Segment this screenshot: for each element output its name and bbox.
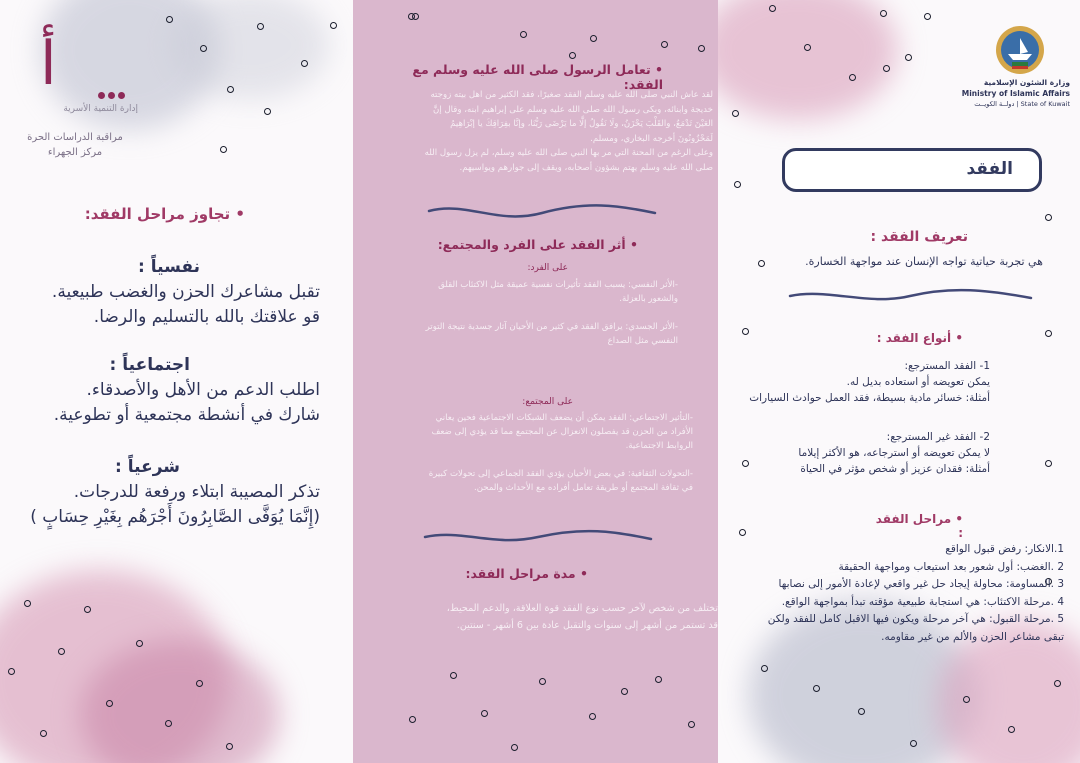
wave-divider [788, 286, 1033, 308]
decor-dot [1045, 330, 1052, 337]
decor-dot [880, 10, 887, 17]
decor-dot [301, 60, 308, 67]
ministry-name-ar: وزارة الشئون الإسلامية [983, 78, 1070, 87]
decor-dot [769, 5, 776, 12]
individual-paragraph [363, 278, 678, 348]
decor-dot [813, 685, 820, 692]
society-line: -التأثير الاجتماعي: الفقد يمكن أن يضعف الشبكات الاجتماعية فحين يعاني [435, 413, 693, 423]
society-label: على المجتمع: [522, 397, 573, 407]
org-line: مركز الجهراء [47, 147, 103, 158]
decor-dot [905, 54, 912, 61]
type1-line: أمثلة: خسائر مادية بسيطة، فقد العمل حوادث السيارات [749, 392, 990, 404]
individual-line: والشعور بالعزلة. [619, 294, 678, 304]
social-heading: اجتماعياً : [109, 355, 190, 375]
society-line: الروابط الاجتماعية. [625, 441, 693, 451]
decor-dot [84, 606, 91, 613]
stage-line: تبقى مشاعر الحزن والألم من غير مقاومه. [881, 630, 1064, 643]
org-logo [38, 29, 148, 134]
decor-dot [8, 668, 15, 675]
decor-dot [40, 730, 47, 737]
logo-caption: إدارة التنمية الأسرية [63, 104, 138, 114]
decor-dot [924, 13, 931, 20]
logo-glyph: أ [40, 29, 57, 99]
type2-heading: 2- الفقد غير المسترجع: [886, 431, 990, 443]
decor-dot [621, 688, 628, 695]
decor-dot [409, 716, 416, 723]
decor-dot [330, 22, 337, 29]
decor-dot [590, 35, 597, 42]
sharia-heading: شرعياً : [115, 457, 180, 477]
stages-heading: • مراحل الفقد : [875, 512, 963, 540]
psych-heading: نفسياً : [138, 257, 200, 277]
society-line: -التحولات الثقافية: في بعض الأحيان يؤدي الفقد الجماعي إلى تحولات كبيرة [428, 469, 693, 479]
social-line: شارك في أنشطة مجتمعية أو تطوعية. [53, 405, 320, 425]
decor-dot [655, 676, 662, 683]
decor-dot [520, 31, 527, 38]
decor-dot [963, 696, 970, 703]
decor-dot [165, 720, 172, 727]
duration-line: قد تستمر من أشهر إلى سنوات والتقبل عادة بين 6 أشهر - سنتين. [456, 620, 718, 631]
state-label: State of Kuwait | دولــة الكويــت [974, 100, 1070, 108]
decor-dot [698, 45, 705, 52]
page-title: الفقد [966, 159, 1013, 179]
title-box [782, 148, 1042, 192]
individual-line: النفسي مثل الصداع [607, 336, 678, 346]
wave-divider [427, 203, 657, 225]
types-heading: • أنواع الفقد : [876, 331, 963, 345]
decor-dot [511, 744, 518, 751]
decor-dot [849, 74, 856, 81]
decor-dot [1054, 680, 1061, 687]
decor-dot [481, 710, 488, 717]
individual-line [363, 306, 678, 320]
ministry-emblem [994, 24, 1046, 76]
decor-dot [227, 86, 234, 93]
psych-section [20, 255, 320, 330]
prophet-heading: • تعامل الرسول صلى الله عليه وسلم مع الفقد: [412, 62, 663, 92]
sharia-line: تذكر المصيبة ابتلاء ورفعة للدرجات. [73, 482, 320, 502]
social-line: اطلب الدعم من الأهل والأصدقاء. [86, 380, 320, 400]
emblem-icon [994, 24, 1046, 76]
definition-text: هي تجربة حياتية تواجه الإنسان عند مواجهة الخسارة. [805, 255, 1043, 268]
wave-divider [423, 527, 653, 549]
decor-dot [226, 743, 233, 750]
decor-dot [734, 181, 741, 188]
individual-line: -الأثر النفسي: يسبب الفقد تأثيرات نفسية عميقة مثل الاكتئاب القلق [438, 280, 678, 290]
decor-dot [450, 672, 457, 679]
society-line [363, 453, 693, 467]
decor-dot [257, 23, 264, 30]
definition-heading: تعريف الفقد : [870, 229, 968, 245]
decor-dot [264, 108, 271, 115]
prophet-line: وعلى الرغم من المحنة التي مر بها النبي صلى الله عليه وسلم، لم يزل رسول الله [424, 148, 713, 159]
decor-dot [804, 44, 811, 51]
watercolor-wash [718, 0, 898, 120]
decor-dot [569, 52, 576, 59]
decor-dot [688, 721, 695, 728]
org-line: مراقبة الدراسات الحرة [27, 132, 123, 143]
decor-dot [739, 529, 746, 536]
prophet-line: خديجة وابنائه، وبكى رسول الله صلى الله عليه وسلم على إبراهيم ابنه، وقال إنَّ [432, 104, 713, 115]
prophet-line: لقد عاش النبي صلى الله عليه وسلم الفقد صغيرًا، فقد الكثير من اهل بيته زوجته [430, 90, 713, 100]
duration-paragraph [363, 600, 718, 634]
sharia-section [20, 455, 320, 530]
type1-heading: 1- الفقد المسترجع: [904, 360, 990, 372]
stage-line: 1.الانكار: رفض قبول الواقع [945, 543, 1064, 555]
decor-dot [136, 640, 143, 647]
overcome-heading: • تجاوز مراحل الفقد: [84, 205, 245, 223]
decor-dot [200, 45, 207, 52]
social-section [20, 353, 320, 428]
decor-dot [106, 700, 113, 707]
psych-line: قو علاقتك بالله بالتسليم والرضا. [93, 307, 320, 327]
decor-dot [58, 648, 65, 655]
logo-dots [98, 92, 168, 100]
decor-dot [732, 110, 739, 117]
decor-dot [220, 146, 227, 153]
individual-line: -الأثر الجسدي: يرافق الفقد في كثير من الأحيان آثار جسدية نتيجة التوتر [425, 322, 678, 332]
decor-dot [910, 740, 917, 747]
society-paragraph [363, 411, 693, 495]
decor-dot [196, 680, 203, 687]
prophet-line: العَيْنَ تَدْمَعُ، والقَلْبَ يَحْزَنُ، ولَا نَقُولُ إلَّا ما يَرْضَى رَبُّنَا، وإنَّا بفِرَاقِكَ يا إبْرَاهِيمُ [450, 119, 713, 130]
decor-dot [1045, 460, 1052, 467]
decor-dot [758, 260, 765, 267]
psych-line: تقبل مشاعرك الحزن والغضب طبيعية. [51, 282, 320, 302]
decor-dot [166, 16, 173, 23]
decor-dot [661, 41, 668, 48]
type2-line: لا يمكن تعويضه أو استرجاعه، هو الأكثر إيلاما [798, 447, 990, 459]
type1-block [738, 358, 990, 406]
duration-heading: • مدة مراحل الفقد: [465, 566, 588, 581]
type1-line: يمكن تعويضه أو استعاده بديل له. [846, 376, 990, 388]
stage-line: 3 .المساومة: محاولة إيجاد حل غير واقعي لإعادة الأمور إلى نصابها [778, 578, 1064, 590]
society-line: في ثقافة المجتمع أو طريقة تعامل أفراده مع الأحداث والمحن. [474, 483, 693, 493]
stage-line: 2 .الغضب: أول شعور بعد استيعاب ومواجهة الحقيقة [838, 560, 1064, 573]
left-panel [0, 0, 353, 763]
decor-dot [742, 328, 749, 335]
individual-label: على الفرد: [527, 263, 568, 273]
decor-dot [589, 713, 596, 720]
type2-block [738, 429, 990, 477]
decor-dot [761, 665, 768, 672]
stages-list [722, 541, 1064, 646]
decor-dot [539, 678, 546, 685]
prophet-line: لَمَحْزُونُونَ أخرجه البخاري، ومسلم. [590, 133, 713, 144]
duration-line: تختلف من شخص لآخر حسب نوع الفقد قوة العلاقة، والدعم المحيط، [446, 603, 718, 614]
middle-panel [353, 0, 718, 763]
ministry-name-en: Ministry of Islamic Affairs [961, 88, 1070, 98]
right-panel [718, 0, 1080, 763]
type2-line: أمثلة: فقدان عزيز أو شخص مؤثر في الحياة [800, 463, 990, 475]
decor-dot [858, 708, 865, 715]
decor-dot [24, 600, 31, 607]
decor-dot [1045, 214, 1052, 221]
society-line: الأفراد من الحزن قد يفصلون الانعزال عن المجتمع مما قد يؤدي إلى ضعف [431, 427, 693, 437]
decor-dot [883, 65, 890, 72]
ministry-name-block [958, 78, 1070, 110]
org-unit [10, 130, 140, 160]
prophet-line: صلى الله عليه وسلم يهتم بشؤون أصحابه، ويقف إلى جوارهم ويواسيهم. [459, 162, 713, 173]
impact-heading: • أثر الفقد على الفرد والمجتمع: [437, 237, 638, 252]
stage-line: 4 .مرحلة الاكتئاب: هي استجابة طبيعية مؤقته تبدأ بمواجهة الواقع. [781, 595, 1064, 608]
stage-line: 5 .مرحلة القبول: هي آخر مرحلة ويكون فيها الاقبل كامل للفقد ولكن [767, 613, 1064, 625]
prophet-paragraph [363, 88, 713, 176]
sharia-line: (إِنَّمَا يُوَفَّى الصَّابِرُونَ أَجْرَهُم بِغَيْرِ حِسَابٍ ) [30, 507, 320, 527]
decor-dot [412, 13, 419, 20]
decor-dot [1008, 726, 1015, 733]
